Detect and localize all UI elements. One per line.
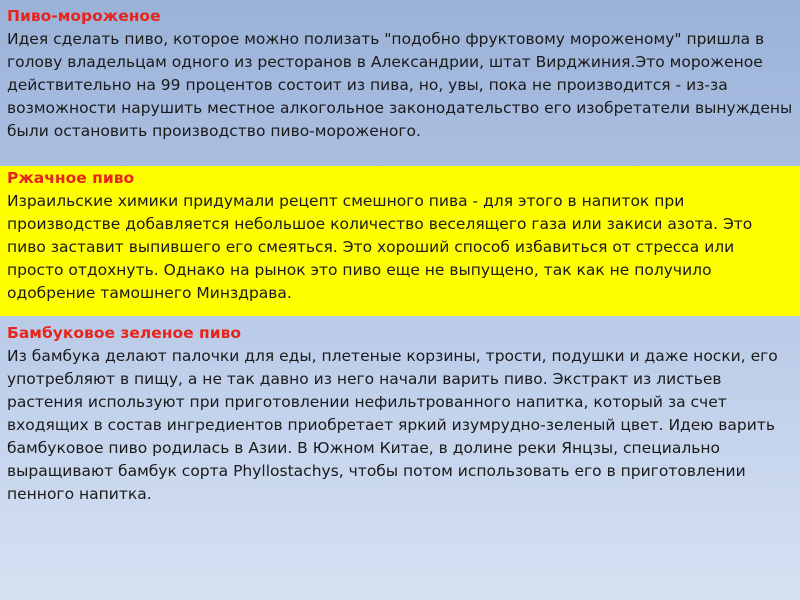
section-title: Пиво-мороженое [7,7,161,25]
section-beer-ice-cream [0,5,800,168]
section-text: Израильские химики придумали рецепт смешного пива - для этого в напиток при производстве добавляется небольшое количество веселящего газа или закиси азота. Это пиво заставит выпившего его смеяться. Это хороший способ избавиться от стресса или просто отдохнуть. Однако на рынок это пиво еще не выпущено, так как не получило одобрение тамошнего Минздрава. [7,192,753,302]
section-title: Бамбуковое зеленое пиво [7,324,242,342]
section-laughing-beer [0,166,800,316]
section-bamboo-green-beer [0,322,800,522]
section-text: Идея сделать пиво, которое можно полизать "подобно фруктовому мороженому" пришла в голову владельцам одного из ресторанов в Александрии, штат Вирджиния.Это мороженое действительно на 99 процентов состоит из пива, но, увы, пока не производится - из-за возможности нарушить местное алкогольное законодательство его изобретатели вынуждены были остановить производство пиво-мороженого. [7,30,793,140]
section-text: Из бамбука делают палочки для еды, плетеные корзины, трости, подушки и даже носки, его употребляют в пищу, а не так давно из него начали варить пиво. Экстракт из листьев растения используют при приготовлении нефильтрованного напитка, который за счет входящих в состав ингредиентов приобретает яркий изумрудно-зеленый цвет. Идею варить бамбуковое пиво родилась в Азии. В Южном Китае, в долине реки Янцзы, специально выращивают бамбук сорта Phyllostachys, чтобы потом использовать его в приготовлении пенного напитка. [7,347,778,503]
section-title: Ржачное пиво [7,169,135,187]
